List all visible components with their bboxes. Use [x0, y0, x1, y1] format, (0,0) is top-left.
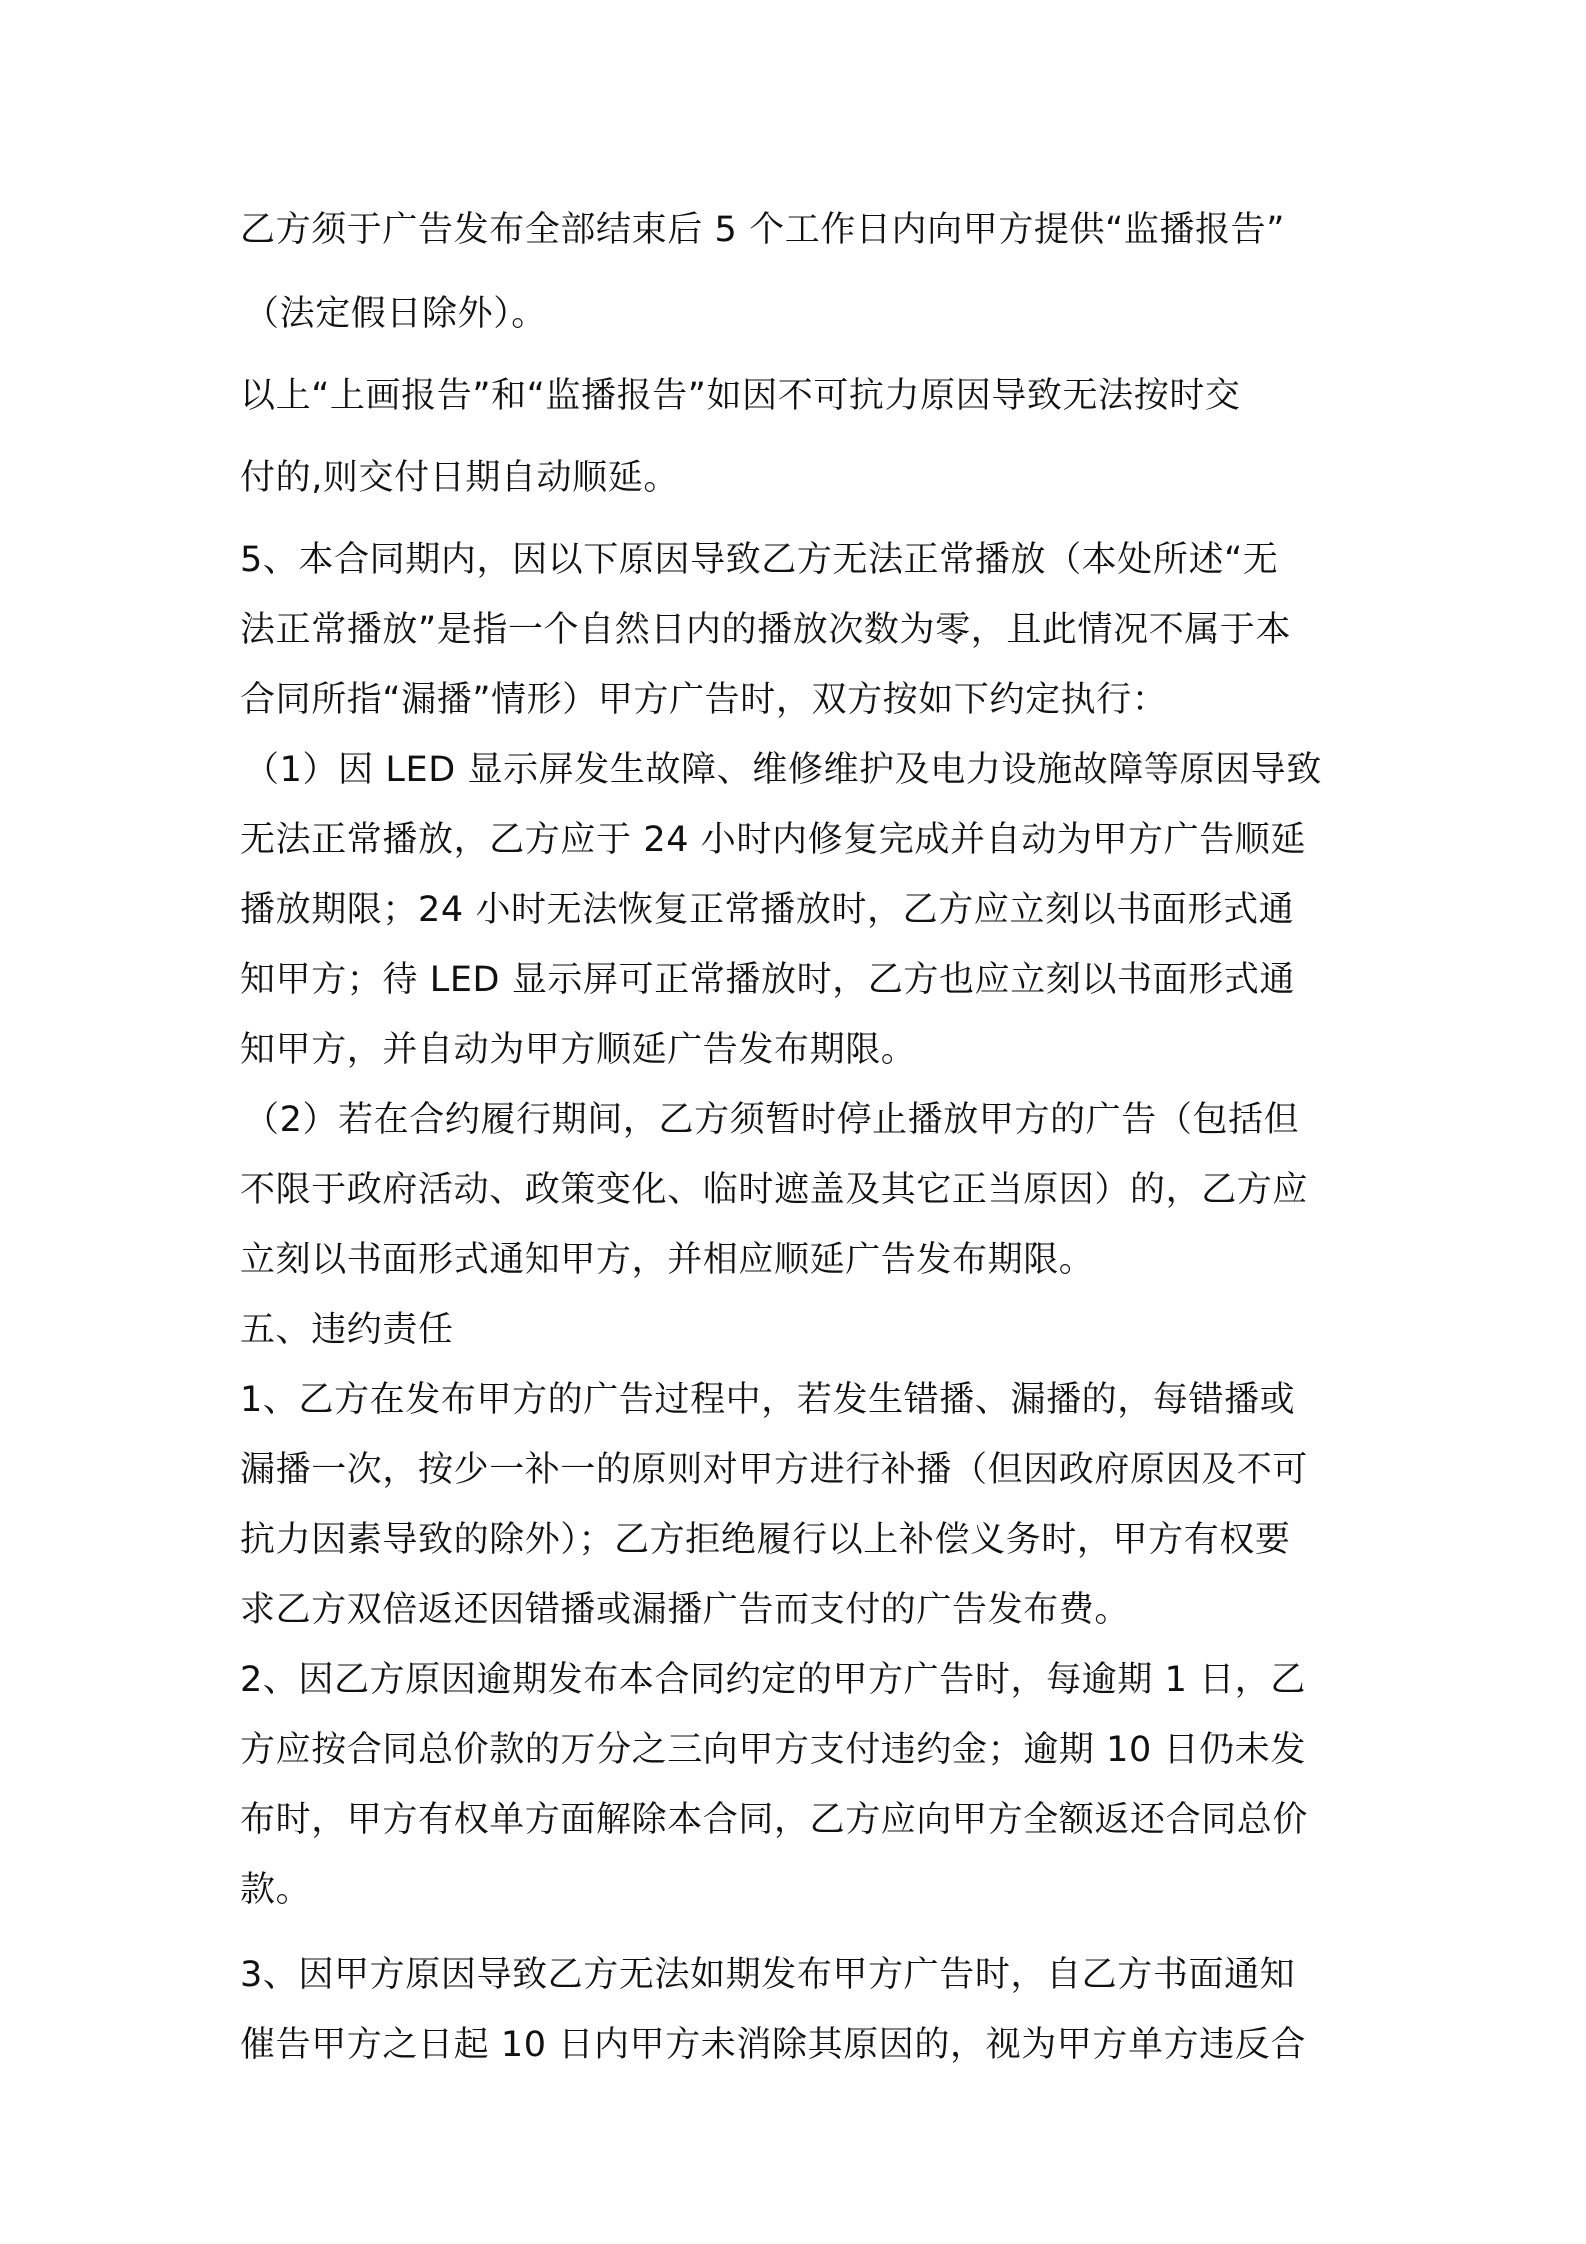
text-line: 1、乙方在发布甲方的广告过程中，若发生错播、漏播的，每错播或 — [240, 1380, 1296, 1420]
text-line: 不限于政府活动、政策变化、临时遮盖及其它正当原因）的，乙方应 — [240, 1170, 1309, 1210]
text-line: 求乙方双倍返还因错播或漏播广告而支付的广告发布费。 — [240, 1590, 1131, 1630]
text-line: 漏播一次，按少一补一的原则对甲方进行补播（但因政府原因及不可 — [240, 1450, 1309, 1490]
text-line: 乙方须于广告发布全部结束后 5 个工作日内向甲方提供“监播报告” — [240, 210, 1285, 250]
text-line: 抗力因素导致的除外）；乙方拒绝履行以上补偿义务时，甲方有权要 — [240, 1520, 1291, 1560]
text-line: 付的,则交付日期自动顺延。 — [240, 458, 679, 498]
text-line: 无法正常播放，乙方应于 24 小时内修复完成并自动为甲方广告顺延 — [240, 820, 1306, 860]
text-line: 3、因甲方原因导致乙方无法如期发布甲方广告时，自乙方书面通知 — [240, 1955, 1296, 1995]
text-line: 布时，甲方有权单方面解除本合同，乙方应向甲方全额返还合同总价 — [240, 1800, 1309, 1840]
text-line: 方应按合同总价款的万分之三向甲方支付违约金；逾期 10 日仍未发 — [240, 1730, 1306, 1770]
text-line: 立刻以书面形式通知甲方，并相应顺延广告发布期限。 — [240, 1240, 1095, 1280]
text-line: 5、本合同期内，因以下原因导致乙方无法正常播放（本处所述“无 — [240, 540, 1279, 580]
text-line: 合同所指“漏播”情形）甲方广告时，双方按如下约定执行： — [240, 680, 1168, 720]
text-line: 播放期限；24 小时无法恢复正常播放时，乙方应立刻以书面形式通 — [240, 890, 1295, 930]
section-heading: 五、违约责任 — [240, 1310, 454, 1350]
text-line: 知甲方，并自动为甲方顺延广告发布期限。 — [240, 1030, 917, 1070]
text-line: （2）若在合约履行期间，乙方须暂时停止播放甲方的广告（包括但 — [244, 1100, 1300, 1140]
text-line: 2、因乙方原因逾期发布本合同约定的甲方广告时，每逾期 1 日，乙 — [240, 1660, 1306, 1700]
text-line: 款。 — [240, 1870, 312, 1910]
text-line: 法正常播放”是指一个自然日内的播放次数为零，且此情况不属于本 — [240, 610, 1292, 650]
text-line: 以上“上画报告”和“监播报告”如因不可抗力原因导致无法按时交 — [240, 376, 1241, 416]
text-line: （法定假日除外）。 — [244, 294, 547, 334]
text-line: （1）因 LED 显示屏发生故障、维修维护及电力设施故障等原因导致 — [244, 750, 1322, 790]
text-line: 催告甲方之日起 10 日内甲方未消除其原因的，视为甲方单方违反合 — [240, 2025, 1306, 2065]
text-line: 知甲方；待 LED 显示屏可正常播放时，乙方也应立刻以书面形式通 — [240, 960, 1296, 1000]
